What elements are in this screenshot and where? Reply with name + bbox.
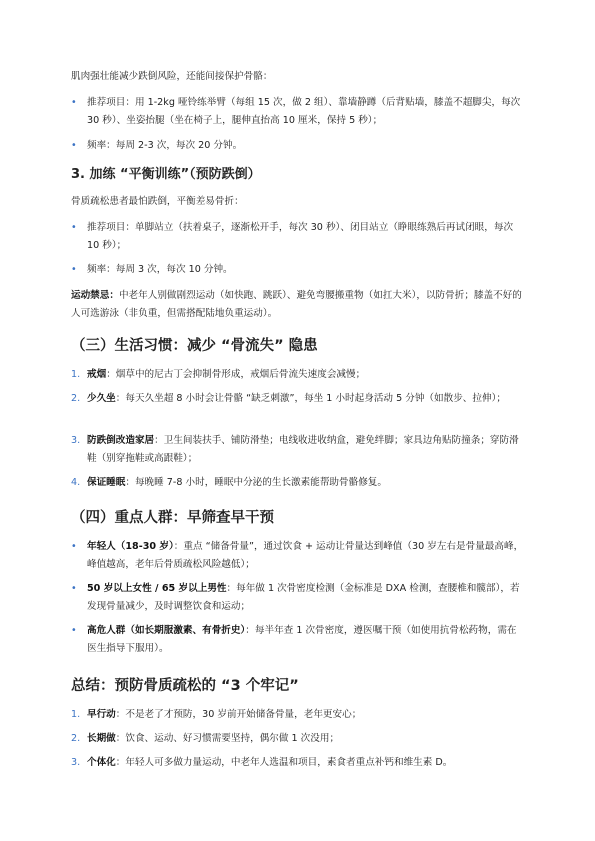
item-text: ：每天久坐超 8 小时会让骨骼 “缺乏刺激”，每坐 1 小时起身活动 5 分钟（如散步、拉伸）； [115,393,506,404]
list-item [71,137,526,155]
taboo-text: 中老年人别做剧烈运动（如快跑、跳跃）、避免弯腰搬重物（如扛大米），以防骨折；膝盖不好的人可选游泳（非负重，但需搭配陆地负重运动）。 [71,290,522,319]
list-item-text: 推荐项目：用 1-2kg 哑铃练举臂（每组 15 次，做 2 组）、靠墙静蹲（后背贴墙，膝盖不超脚尖，每次 30 秒）、坐姿抬腿（坐在椅子上，腿伸直抬高 10 厘米，保持 5 秒）； [87,97,521,126]
list-item [71,730,526,748]
heading-balance-training: 3. 加练 “平衡训练”（预防跌倒） [71,167,261,182]
list-item-text: 推荐项目：单脚站立（扶着桌子，逐渐松开手，每次 30 秒）、闭目站立（睁眼练熟后再试闭眼，每次 10 秒）； [87,222,514,251]
section-title-habits: （三）生活习惯：减少 “骨流失” 隐患 [71,338,318,354]
list-item [71,219,526,255]
item-text: ：重点 “储备骨量”，通过饮食 + 运动让骨量达到峰值（30 岁左右是骨量最高峰，峰值越高，老年后骨质疏松风险越低）； [87,541,524,570]
item-label: 保证睡眠 [87,477,126,488]
number-marker: 1. [71,709,81,720]
bullet-marker: • [71,625,77,636]
list-item [71,261,526,279]
intro-line: 肌肉强壮能减少跌倒风险，还能间接保护骨骼： [71,71,273,82]
item-label: 高危人群（如长期服激素、有骨折史） [87,625,246,636]
number-marker: 2. [71,733,81,744]
number-marker: 2. [71,393,81,404]
bullet-marker: • [71,140,77,151]
number-marker: 1. [71,369,81,380]
list-item [71,390,526,408]
list-item-text: 频率：每周 3 次，每次 10 分钟。 [87,264,233,275]
list-item-text: 频率：每周 2-3 次，每次 20 分钟。 [87,140,243,151]
list-item [71,706,526,724]
item-label: 长期做 [87,733,116,744]
list-item [71,474,526,492]
item-text: ：饮食、运动、好习惯需要坚持，偶尔做 1 次没用； [115,733,340,744]
number-marker: 4. [71,477,81,488]
bullet-marker: • [71,541,77,552]
item-label: 50 岁以上女性 / 65 岁以上男性 [87,583,227,594]
item-label: 早行动 [87,709,116,720]
number-marker: 3. [71,757,81,768]
item-text: ：每年做 1 次骨密度检测（金标准是 DXA 检测，查腰椎和髋部），若发现骨量减少，及时调整饮食和运动； [87,583,520,612]
bullet-marker: • [71,97,77,108]
list-item [71,432,526,468]
taboo-label: 运动禁忌： [71,290,119,301]
item-text: ：每晚睡 7-8 小时，睡眠中分泌的生长激素能帮助骨骼修复。 [125,477,387,488]
bullet-marker: • [71,583,77,594]
number-marker: 3. [71,435,81,446]
item-label: 防跌倒改造家居 [87,435,155,446]
summary-title: 总结：预防骨质疏松的 “3 个牢记” [71,678,299,694]
item-text: ：年轻人可多做力量运动，中老年人选温和项目，素食者重点补钙和维生素 D。 [115,757,453,768]
exercise-taboo [71,287,526,323]
item-text: ：不是老了才预防，30 岁前开始储备骨量，老年更安心； [115,709,362,720]
list-item [71,754,526,772]
list-item [71,538,526,574]
list-item [71,622,526,658]
bullet-marker: • [71,222,77,233]
section-title-key-groups: （四）重点人群：早筛查早干预 [71,510,274,526]
list-item [71,94,526,130]
list-item [71,366,526,384]
balance-intro: 骨质疏松患者最怕跌倒，平衡差易骨折： [71,196,244,207]
item-label: 少久坐 [87,393,116,404]
item-label: 个体化 [87,757,116,768]
list-item [71,580,526,616]
item-label: 戒烟 [87,369,107,380]
item-text: ：卫生间装扶手、铺防滑垫；电线收进收纳盒，避免绊脚；家具边角贴防撞条；穿防滑鞋（别穿拖鞋或高跟鞋）； [87,435,519,464]
item-label: 年轻人（18-30 岁） [87,541,174,552]
bullet-marker: • [71,264,77,275]
item-text: ：烟草中的尼古丁会抑制骨形成，戒烟后骨流失速度会减慢； [106,369,366,380]
item-text: ：每半年查 1 次骨密度，遵医嘱干预（如使用抗骨松药物，需在医生指导下服用）。 [87,625,517,654]
